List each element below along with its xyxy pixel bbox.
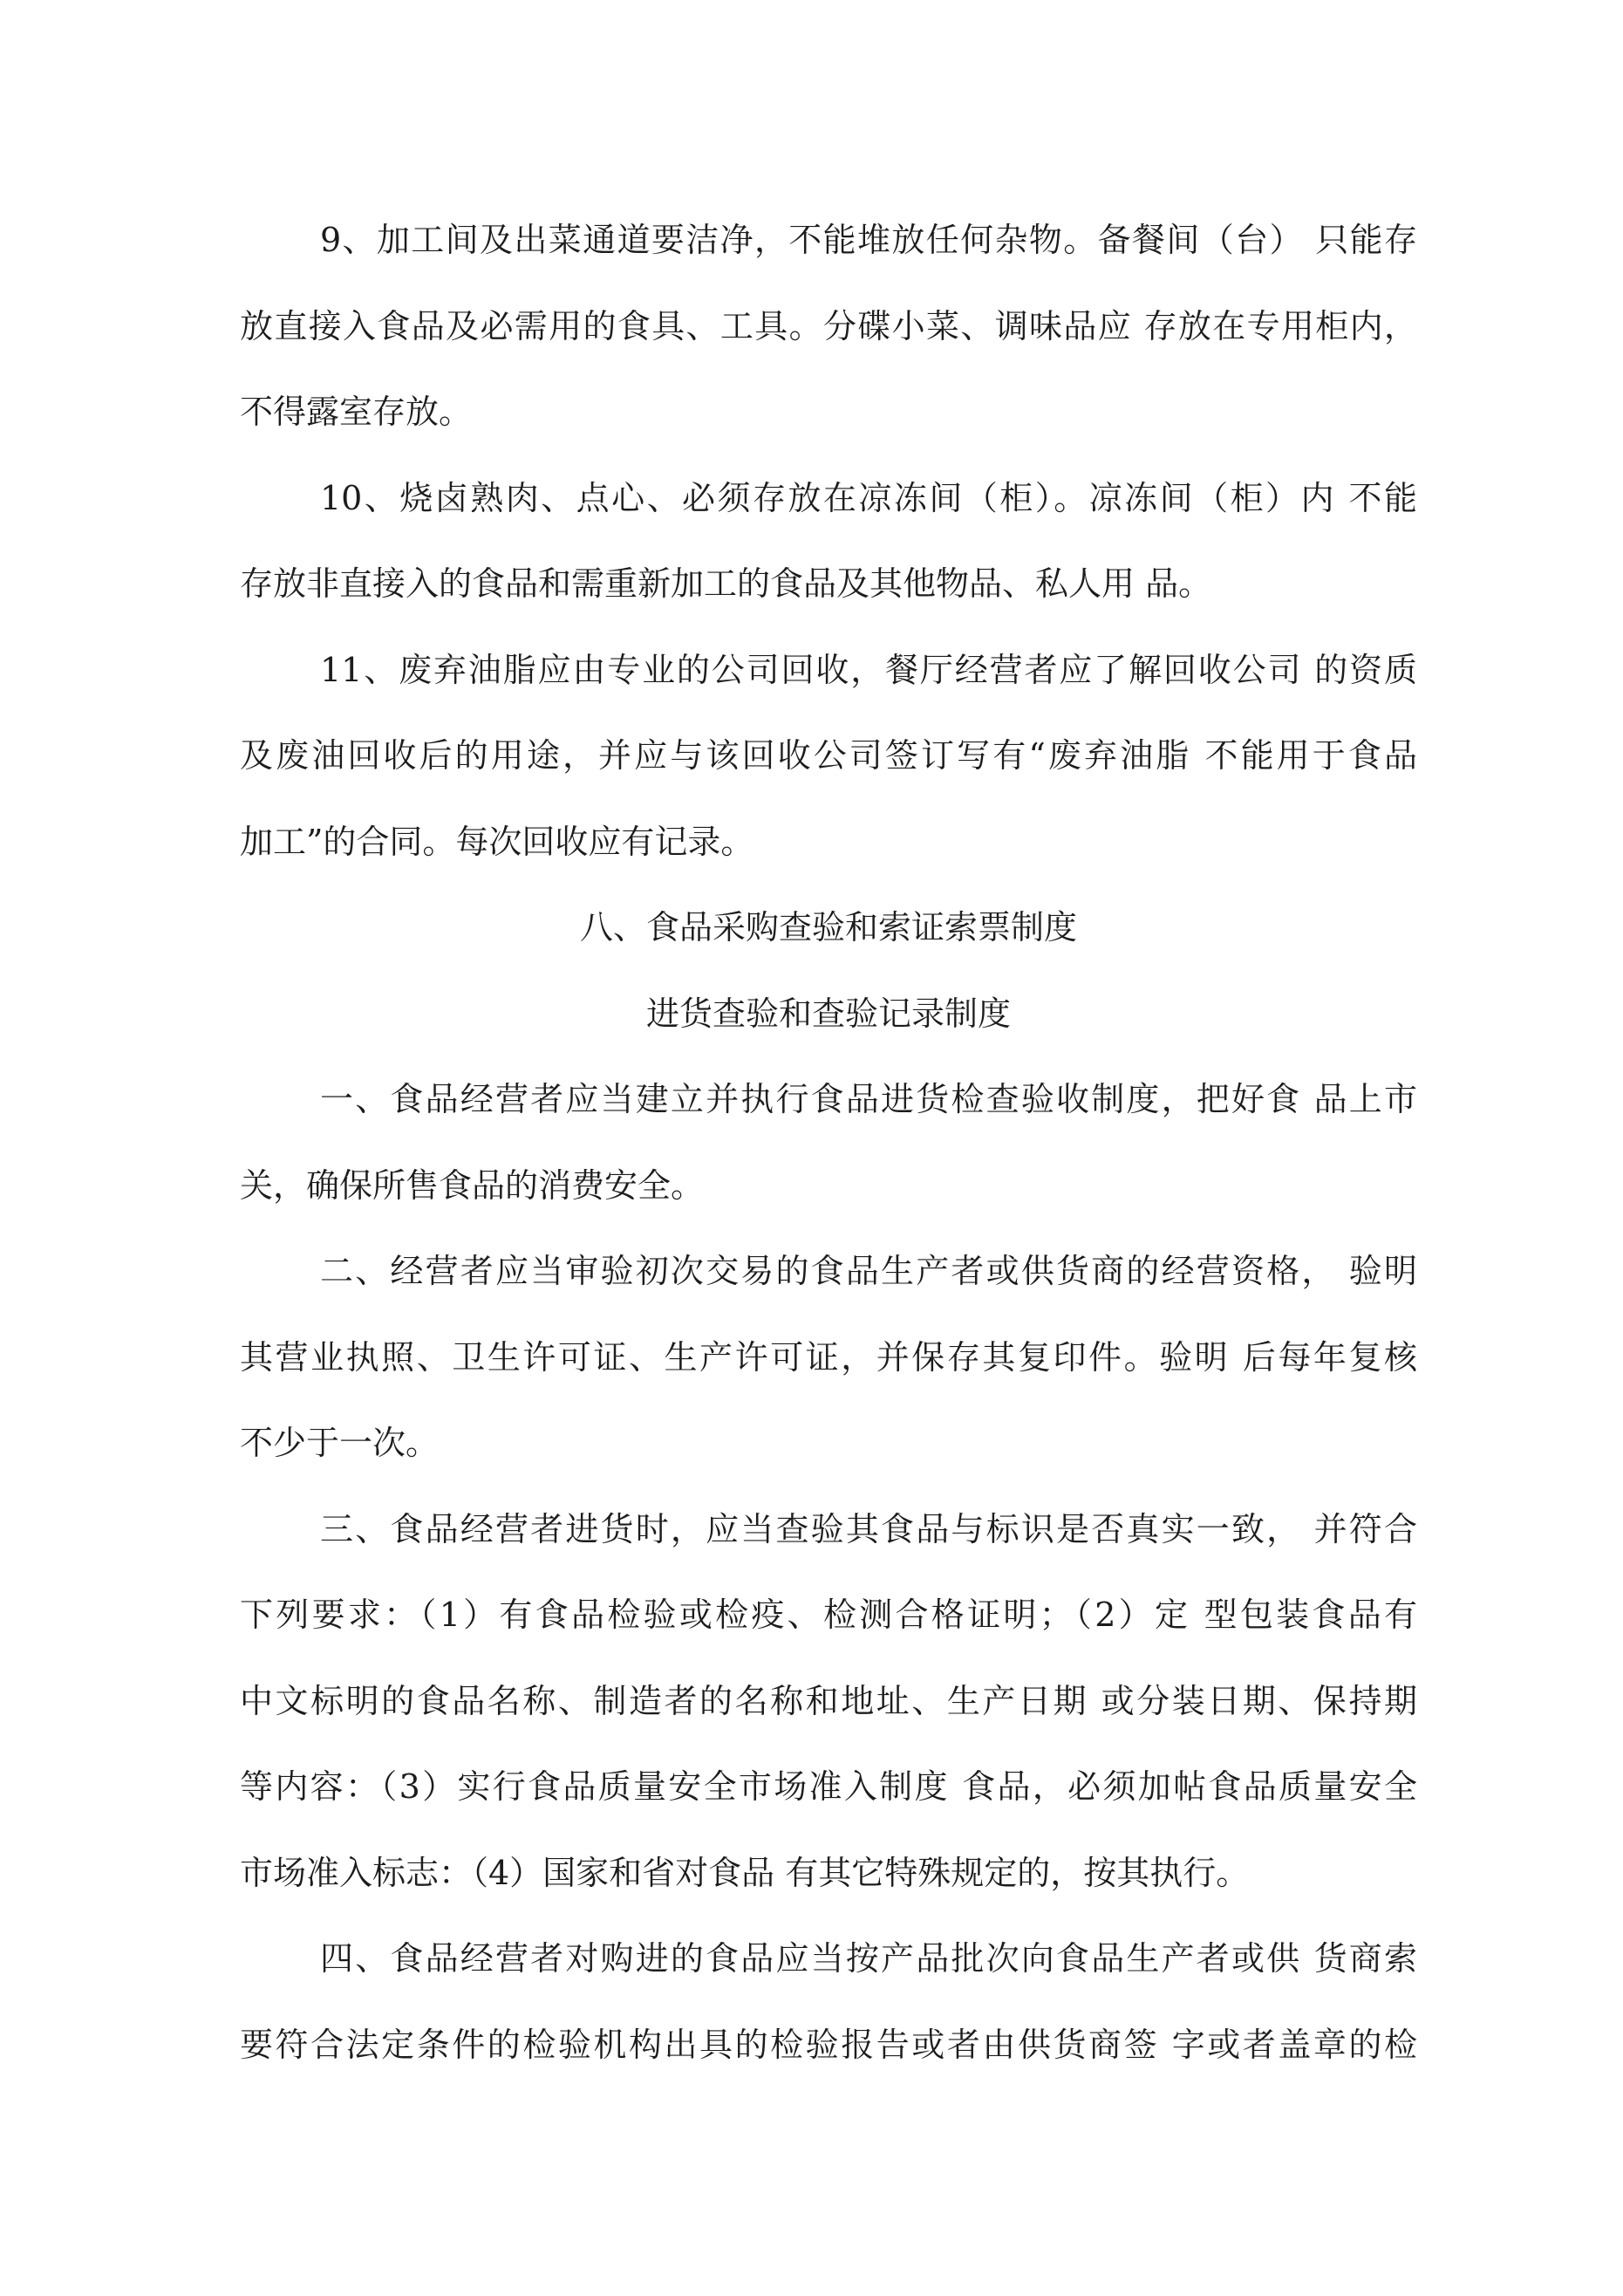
paragraph-line: 加工”的合同。每次回收应有记录。 (240, 822, 754, 861)
paragraph-line: 一、食品经营者应当建立并执行食品进货检查验收制度，把好食 品上市 (320, 1080, 1417, 1118)
paragraph-line: 11、废弃油脂应由专业的公司回收，餐厅经营者应了解回收公司 的资质 (320, 650, 1417, 689)
paragraph-line: 市场准入标志：（4）国家和省对食品 有其它特殊规定的，按其执行。 (240, 1853, 1250, 1892)
paragraph-line: 存放非直接入的食品和需重新加工的食品及其他物品、私人用 品。 (240, 564, 1212, 603)
clause-3 (240, 1486, 1417, 1917)
paragraph-line: 不少于一次。 (240, 1424, 440, 1462)
paragraph-line: 不得露室存放。 (240, 393, 473, 431)
paragraph-line: 放直接入食品及必需用的食具、工具。分碟小菜、调味品应 存放在专用柜内， (240, 306, 1417, 345)
paragraph-11 (240, 627, 1417, 885)
paragraph-line: 关，确保所售食品的消费安全。 (240, 1165, 705, 1205)
paragraph-line: 10、烧卤熟肉、点心、必须存放在凉冻间（柜）。凉冻间（柜）内 不能 (320, 478, 1417, 517)
paragraph-line: 其营业执照、卫生许可证、生产许可证，并保存其复印件。验明 后每年复核 (240, 1337, 1417, 1377)
clause-1 (240, 1056, 1417, 1228)
section-heading: 八、食品采购查验和索证索票制度 (579, 908, 1077, 946)
paragraph-line: 9、加工间及出菜通道要洁净，不能堆放任何杂物。备餐间（台） 只能存 (320, 221, 1417, 259)
paragraph-line: 四、食品经营者对购进的食品应当按产品批次向食品生产者或供 货商索 (320, 1939, 1417, 1978)
paragraph-line: 二、经营者应当审验初次交易的食品生产者或供货商的经营资格， 验明 (320, 1252, 1417, 1290)
paragraph-9 (240, 197, 1417, 455)
document-body (240, 197, 1417, 2088)
paragraph-line: 要符合法定条件的检验机构出具的检验报告或者由供货商签 字或者盖章的检 (240, 2025, 1417, 2064)
paragraph-10 (240, 455, 1417, 627)
subsection-heading: 进货查验和查验记录制度 (645, 994, 1011, 1033)
clause-4 (240, 1916, 1417, 2088)
paragraph-line: 三、食品经营者进货时，应当查验其食品与标识是否真实一致， 并符合 (320, 1509, 1417, 1548)
paragraph-line: 下列要求：（1）有食品检验或检疫、检测合格证明；（2）定 型包装食品有 (240, 1596, 1417, 1634)
paragraph-line: 等内容：（3）实行食品质量安全市场准入制度 食品，必须加帖食品质量安全 (240, 1767, 1417, 1806)
clause-2 (240, 1228, 1417, 1486)
paragraph-line: 中文标明的食品名称、制造者的名称和地址、生产日期 或分装日期、保持期 (240, 1681, 1417, 1720)
paragraph-line: 及废油回收后的用途，并应与该回收公司签订写有“废弃油脂 不能用于食品 (240, 736, 1417, 775)
